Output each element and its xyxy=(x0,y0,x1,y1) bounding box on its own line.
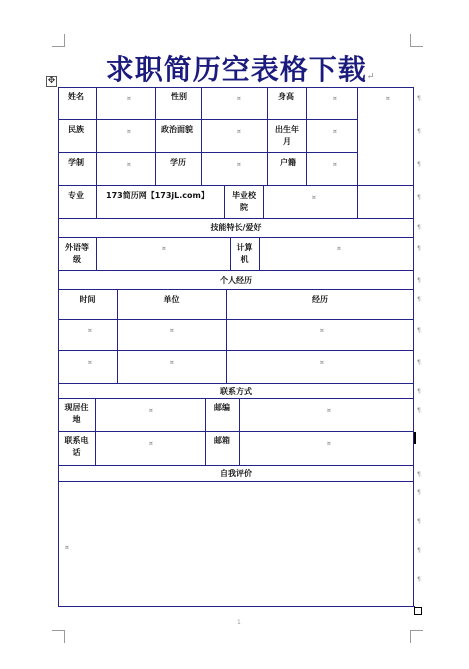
cell-mark: ¤ xyxy=(327,440,331,447)
cell-mark: ¤ xyxy=(320,327,324,334)
page-number: 1 xyxy=(237,619,241,626)
cell-mark: ¤ xyxy=(337,245,341,252)
row-end-mark: ¶ xyxy=(417,359,421,366)
row-end-mark: ¶ xyxy=(417,194,421,201)
cell-mark: ¤ xyxy=(170,327,174,334)
row-end-mark: ¶ xyxy=(417,95,421,102)
row-line xyxy=(58,152,358,153)
cell-mark: ¤ xyxy=(65,544,69,551)
col-line xyxy=(96,87,97,185)
label-foreign-line1: 外语等 xyxy=(65,243,89,252)
col-line xyxy=(259,237,260,270)
column-header-experience: 经历 xyxy=(312,295,328,304)
label-email: 邮箱 xyxy=(214,436,230,445)
crop-mark-top-left xyxy=(52,34,65,47)
row-end-mark: ¶ xyxy=(417,128,421,135)
row-line xyxy=(58,289,414,290)
label-computer-line1: 计算 xyxy=(236,243,253,252)
cell-mark: ¤ xyxy=(333,95,337,102)
section-skills-header: 技能特长/爱好 xyxy=(210,223,262,232)
col-line xyxy=(306,87,307,185)
label-major: 专业 xyxy=(68,191,84,200)
row-line xyxy=(58,465,414,466)
row-end-mark: ¶ xyxy=(417,518,421,525)
major-value[interactable]: 173简历网【173jL.com】 xyxy=(106,191,209,200)
row-end-mark: ¶ xyxy=(417,296,421,303)
section-contact-header: 联系方式 xyxy=(220,387,252,396)
cell-mark: ¤ xyxy=(333,161,337,168)
row-end-mark: ¶ xyxy=(417,547,421,554)
row-end-mark: ¶ xyxy=(417,388,421,395)
crop-mark-top-right xyxy=(410,34,423,47)
col-line xyxy=(95,398,96,465)
col-line xyxy=(357,87,358,218)
table-move-handle-icon[interactable]: ✥ xyxy=(47,76,56,86)
section-experience-header: 个人经历 xyxy=(220,276,252,285)
section-self-evaluation-header: 自我评价 xyxy=(220,469,252,478)
label-address-line2: 地 xyxy=(72,415,81,424)
col-line xyxy=(263,185,264,218)
label-birth-line1: 出生年 xyxy=(275,125,299,134)
row-line xyxy=(58,218,414,219)
cell-mark: ¤ xyxy=(88,359,92,366)
cell-mark: ¤ xyxy=(320,359,324,366)
row-line xyxy=(58,350,414,351)
row-end-mark: ¶ xyxy=(417,407,421,414)
label-name: 姓名 xyxy=(68,92,84,101)
table-border-right xyxy=(413,87,414,607)
label-birth-line2: 月 xyxy=(283,137,291,146)
cell-mark: ¤ xyxy=(237,128,241,135)
cell-mark: ¤ xyxy=(127,161,131,168)
cell-mark: ¤ xyxy=(88,327,92,334)
table-resize-handle[interactable] xyxy=(414,607,422,615)
text-cursor xyxy=(414,432,416,444)
label-postcode: 邮编 xyxy=(214,403,230,412)
cell-mark: ¤ xyxy=(149,440,153,447)
label-graduated-line1: 毕业校 xyxy=(232,191,256,200)
row-line xyxy=(58,481,414,482)
col-line xyxy=(239,398,240,465)
paragraph-mark: ↵ xyxy=(366,72,375,82)
cell-mark: ¤ xyxy=(127,128,131,135)
column-header-time: 时间 xyxy=(79,295,96,304)
table-border-top xyxy=(58,87,414,88)
label-graduated-line2: 院 xyxy=(240,203,248,212)
document-title xyxy=(90,52,390,88)
cell-mark: ¤ xyxy=(386,95,390,102)
table-border-left xyxy=(58,87,59,607)
title-text: 求职简历空表格下载 xyxy=(105,53,367,86)
label-computer-line2: 机 xyxy=(240,255,249,264)
row-end-mark: ¶ xyxy=(417,245,421,252)
row-end-mark: ¶ xyxy=(417,224,421,231)
label-phone-line2: 话 xyxy=(72,448,81,457)
cell-mark: ¤ xyxy=(127,95,131,102)
cell-mark: ¤ xyxy=(170,359,174,366)
cell-mark: ¤ xyxy=(333,128,337,135)
cell-mark: ¤ xyxy=(149,407,153,414)
row-end-mark: ¶ xyxy=(417,576,421,583)
row-end-mark: ¶ xyxy=(417,277,421,284)
crop-mark-bottom-left xyxy=(52,630,65,643)
crop-mark-bottom-right xyxy=(410,630,423,643)
row-line xyxy=(58,237,414,238)
label-political: 政治面貌 xyxy=(161,125,193,134)
label-hukou: 户籍 xyxy=(280,158,296,167)
table-border-bottom xyxy=(58,606,415,607)
col-line xyxy=(201,87,202,185)
row-line xyxy=(58,431,414,432)
col-line xyxy=(96,185,97,218)
row-line xyxy=(58,383,414,384)
row-end-mark: ¶ xyxy=(417,327,421,334)
cell-mark: ¤ xyxy=(237,161,241,168)
label-gender: 性别 xyxy=(171,92,187,101)
row-line xyxy=(58,398,414,399)
row-line xyxy=(58,270,414,271)
row-end-mark: ¶ xyxy=(417,471,421,478)
col-line xyxy=(155,87,156,185)
label-foreign-line2: 级 xyxy=(73,255,81,264)
row-line xyxy=(58,119,358,120)
cell-mark: ¤ xyxy=(312,194,316,201)
cell-mark: ¤ xyxy=(162,245,166,252)
row-end-mark: ¶ xyxy=(417,489,421,496)
cell-mark: ¤ xyxy=(237,95,241,102)
row-line xyxy=(58,185,414,186)
row-end-mark: ¶ xyxy=(417,161,421,168)
label-address-line1: 现居住 xyxy=(64,403,89,412)
column-header-unit: 单位 xyxy=(163,295,180,304)
label-height: 身高 xyxy=(278,92,294,101)
label-ethnicity: 民族 xyxy=(68,125,84,134)
cell-mark: ¤ xyxy=(327,407,331,414)
label-school-system: 学制 xyxy=(68,158,84,167)
col-line xyxy=(96,237,97,270)
label-phone-line1: 联系电 xyxy=(64,436,89,445)
label-education: 学历 xyxy=(170,158,186,167)
row-line xyxy=(58,319,414,320)
